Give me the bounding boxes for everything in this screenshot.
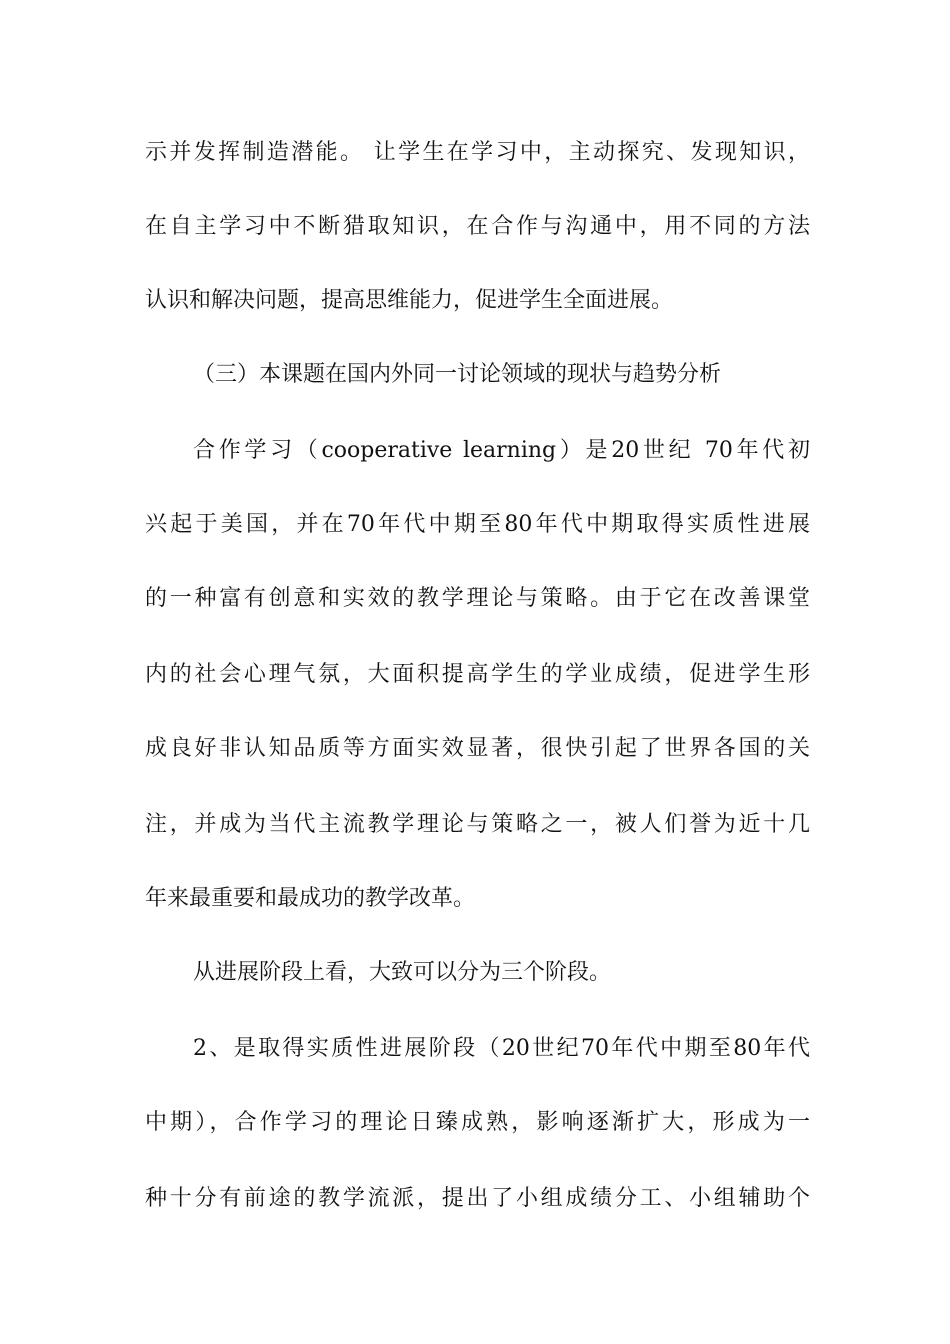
- paragraph-line-10: 注，并成为当代主流教学理论与策略之一，被人们誉为近十几: [145, 812, 810, 837]
- paragraph-line-3: 认识和解决问题，提高思维能力，促进学生全面进展。: [145, 288, 674, 313]
- paragraph-line-8: 内的社会心理气氛，大面积提高学生的学业成绩，促进学生形: [145, 662, 810, 687]
- paragraph-line-5: 合作学习（cooperative learning）是20世纪 70年代初: [193, 438, 810, 463]
- paragraph-line-12: 从进展阶段上看，大致可以分为三个阶段。: [193, 960, 612, 985]
- paragraph-line-9: 成良好非认知品质等方面实效显著，很快引起了世界各国的关: [145, 736, 810, 761]
- paragraph-line-1: 示并发挥制造潜能。 让学生在学习中，主动探究、发现知识，: [145, 140, 810, 165]
- section-heading: （三）本课题在国内外同一讨论领域的现状与趋势分析: [193, 362, 722, 387]
- paragraph-line-13: 2、是取得实质性进展阶段（20世纪70年代中期至80年代: [193, 1036, 810, 1061]
- paragraph-line-15: 种十分有前途的教学流派，提出了小组成绩分工、小组辅助个: [145, 1186, 810, 1211]
- paragraph-line-6: 兴起于美国，并在70年代中期至80年代中期取得实质性进展: [145, 512, 810, 537]
- paragraph-line-11: 年来最重要和最成功的教学改革。: [145, 886, 476, 911]
- paragraph-line-14: 中期），合作学习的理论日臻成熟，影响逐渐扩大，形成为一: [145, 1110, 810, 1135]
- paragraph-line-7: 的一种富有创意和实效的教学理论与策略。由于它在改善课堂: [145, 586, 810, 611]
- paragraph-line-2: 在自主学习中不断猎取知识，在合作与沟通中，用不同的方法: [145, 214, 810, 239]
